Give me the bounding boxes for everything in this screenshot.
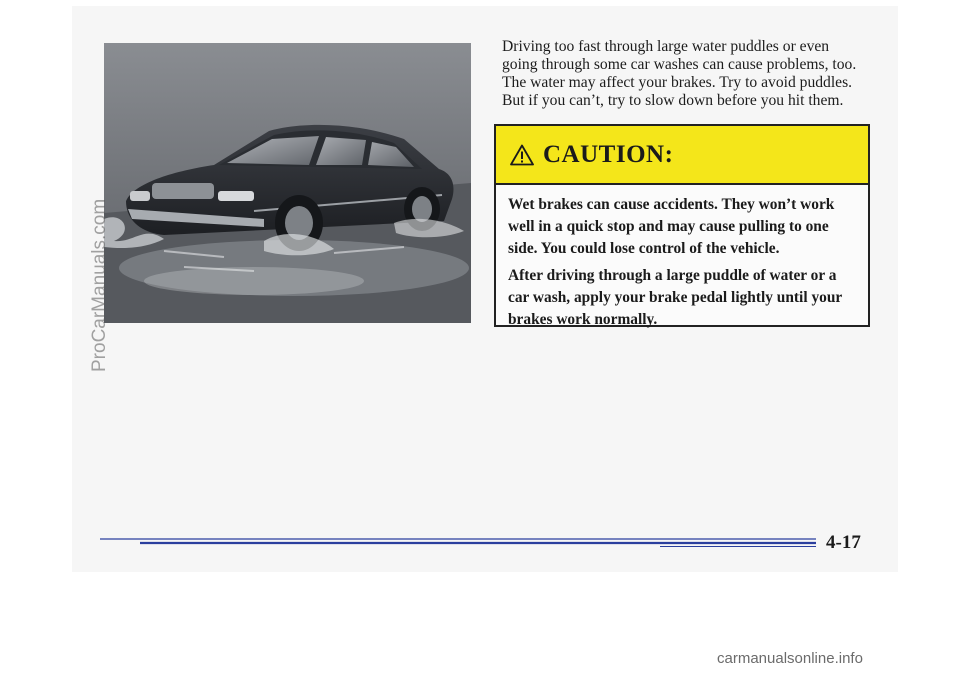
bottom-watermark: carmanualsonline.info (717, 650, 863, 667)
caution-paragraph-1: Wet brakes can cause accidents. They won’t work well in a quick stop and may cause pulling to one side. You could lose control of the vehicle. (508, 196, 835, 257)
footer-rule (100, 536, 816, 548)
caution-box (494, 124, 870, 327)
intro-paragraph: Driving too fast through large water puddles or even going through some car washes can cause problems, too. The water may affect your brakes. Try to avoid puddles. But if you can’t, try to slow down before you hit them. (502, 38, 857, 109)
sedan-splash-image (104, 43, 471, 323)
caution-body (496, 183, 868, 328)
warning-triangle-icon (510, 144, 534, 166)
caution-title: CAUTION: (543, 140, 674, 168)
caution-header (496, 126, 868, 183)
page-number: 4-17 (826, 532, 861, 553)
caution-paragraph-2: After driving through a large puddle of water or a car wash, apply your brake pedal lightly until your brakes work normally. (508, 267, 842, 328)
car-illustration (104, 43, 471, 323)
side-watermark: ProCarManuals.com (89, 198, 110, 372)
